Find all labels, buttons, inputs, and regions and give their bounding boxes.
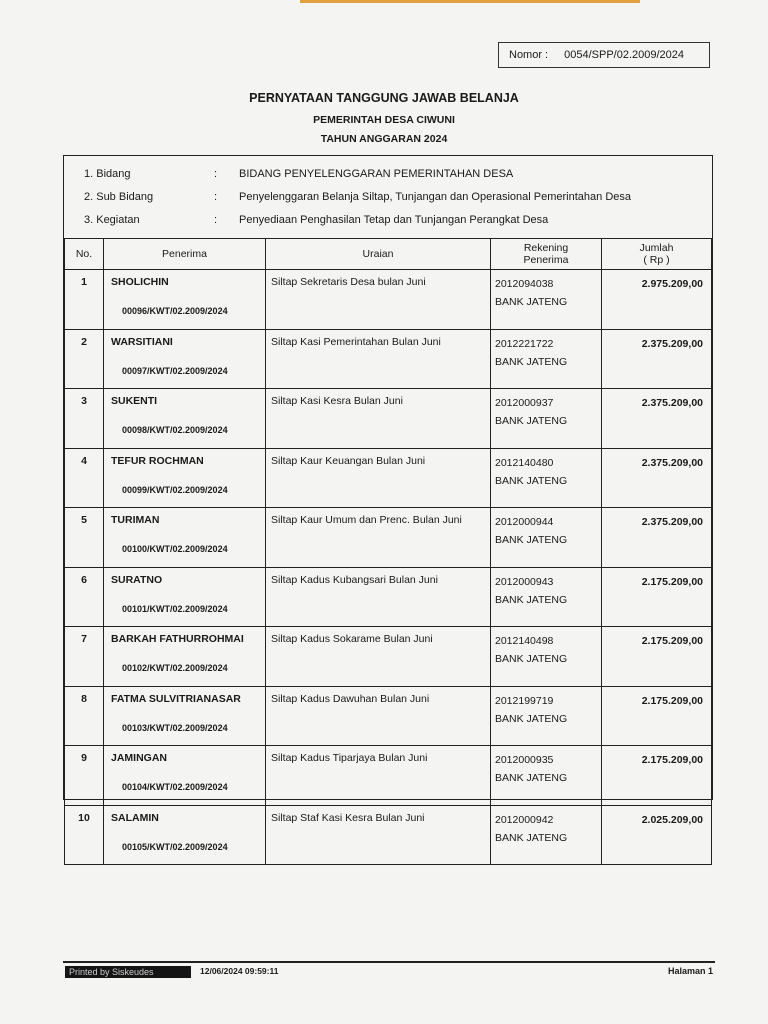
description-cell: Siltap Kaur Umum dan Prenc. Bulan Juni	[266, 508, 491, 568]
table-row	[65, 805, 712, 865]
bank-name: BANK JATENG	[495, 296, 568, 308]
header-penerima: Penerima	[104, 239, 266, 270]
amount-cell: 2.025.209,00	[602, 805, 712, 865]
info-row-bidang: 1. Bidang : BIDANG PENYELENGGARAN PEMERINTAHAN DESA	[84, 168, 514, 180]
receipt-number: 00100/KWT/02.2009/2024	[122, 544, 228, 554]
description-cell: Siltap Kadus Dawuhan Bulan Juni	[266, 686, 491, 746]
account-number: 2012000943	[495, 575, 554, 588]
row-number: 4	[65, 448, 104, 508]
info-row-kegiatan: 3. Kegiatan : Penyediaan Penghasilan Tetap dan Tunjangan Perangkat Desa	[84, 214, 549, 226]
recipient-cell	[104, 746, 266, 806]
printed-by-label: Printed by Siskeudes	[65, 966, 191, 978]
receipt-number: 00105/KWT/02.2009/2024	[122, 841, 228, 852]
recipient-name: JAMINGAN	[111, 752, 168, 764]
bank-name: BANK JATENG	[495, 355, 568, 368]
bank-name: BANK JATENG	[495, 772, 568, 784]
bank-name: BANK JATENG	[495, 415, 568, 427]
table-header-row	[65, 239, 712, 270]
recipient-name: WARSITIANI	[111, 335, 173, 348]
recipient-name: FATMA SULVITRIANASAR	[111, 692, 241, 705]
page-top-edge	[300, 0, 640, 3]
recipient-name: TURIMAN	[111, 514, 160, 526]
row-number: 8	[65, 686, 104, 746]
description-cell: Siltap Staf Kasi Kesra Bulan Juni	[266, 805, 491, 865]
amount-cell: 2.175.209,00	[602, 746, 712, 806]
recipient-cell	[104, 627, 266, 687]
table-row	[65, 746, 712, 806]
print-timestamp: 12/06/2024 09:59:11	[200, 966, 279, 976]
description-cell: Siltap Kadus Sokarame Bulan Juni	[266, 627, 491, 687]
receipt-number: 00099/KWT/02.2009/2024	[122, 484, 228, 495]
account-number: 2012140480	[495, 456, 554, 469]
recipient-name: SURATNO	[111, 573, 163, 586]
receipt-number: 00096/KWT/02.2009/2024	[122, 306, 228, 316]
recipient-cell	[104, 805, 266, 865]
amount-cell: 2.175.209,00	[602, 627, 712, 687]
recipient-cell	[104, 270, 266, 330]
account-cell	[491, 805, 602, 865]
receipt-number: 00098/KWT/02.2009/2024	[122, 425, 228, 435]
header-no: No.	[65, 239, 104, 270]
recipient-name: TEFUR ROCHMAN	[111, 454, 204, 467]
account-number: 2012199719	[495, 694, 554, 707]
bank-name: BANK JATENG	[495, 712, 568, 725]
account-cell	[491, 270, 602, 330]
account-number: 2012000942	[495, 813, 554, 826]
description-cell: Siltap Kadus Tiparjaya Bulan Juni	[266, 746, 491, 806]
description-cell: Siltap Kaur Keuangan Bulan Juni	[266, 448, 491, 508]
payment-table	[64, 238, 712, 865]
description-cell: Siltap Kasi Kesra Bulan Juni	[266, 389, 491, 449]
activity-info	[84, 168, 631, 237]
page-number: Halaman 1	[667, 966, 713, 976]
account-cell	[491, 746, 602, 806]
row-number: 9	[65, 746, 104, 806]
account-number: 2012000937	[495, 397, 554, 409]
row-number: 6	[65, 567, 104, 627]
amount-cell: 2.375.209,00	[602, 448, 712, 508]
footer-divider	[63, 961, 715, 963]
bank-name: BANK JATENG	[495, 534, 568, 546]
table-row	[65, 389, 712, 449]
amount-cell: 2.175.209,00	[602, 686, 712, 746]
account-number: 2012000935	[495, 754, 554, 766]
table-row	[65, 508, 712, 568]
amount-cell: 2.375.209,00	[602, 329, 712, 389]
bank-name: BANK JATENG	[495, 831, 568, 844]
amount-cell: 2.175.209,00	[602, 567, 712, 627]
info-row-sub-bidang: 2. Sub Bidang : Penyelenggaran Belanja Siltap, Tunjangan dan Operasional Pemerintahan Desa	[84, 191, 631, 203]
account-cell	[491, 389, 602, 449]
amount-cell: 2.975.209,00	[602, 270, 712, 330]
nomor-box	[498, 42, 710, 68]
nomor-value: 0054/SPP/02.2009/2024	[564, 49, 685, 61]
account-cell	[491, 329, 602, 389]
row-number: 10	[65, 805, 104, 865]
receipt-number: 00101/KWT/02.2009/2024	[122, 603, 228, 614]
recipient-cell	[104, 508, 266, 568]
table-row	[65, 686, 712, 746]
account-number: 2012000944	[495, 516, 554, 528]
row-number: 5	[65, 508, 104, 568]
receipt-number: 00102/KWT/02.2009/2024	[122, 663, 228, 673]
amount-cell: 2.375.209,00	[602, 389, 712, 449]
recipient-cell	[104, 448, 266, 508]
table-row	[65, 627, 712, 687]
description-cell: Siltap Sekretaris Desa bulan Juni	[266, 270, 491, 330]
row-number: 7	[65, 627, 104, 687]
statement-frame	[63, 155, 713, 852]
document-subtitle-desa: PEMERINTAH DESA CIWUNI	[313, 114, 455, 126]
table-row	[65, 448, 712, 508]
row-number: 2	[65, 329, 104, 389]
nomor-label: Nomor :	[509, 49, 549, 61]
bank-name: BANK JATENG	[495, 593, 568, 606]
table-row	[65, 329, 712, 389]
table-row	[65, 567, 712, 627]
description-cell: Siltap Kadus Kubangsari Bulan Juni	[266, 567, 491, 627]
receipt-number: 00097/KWT/02.2009/2024	[122, 365, 228, 376]
receipt-number: 00104/KWT/02.2009/2024	[122, 782, 228, 792]
recipient-cell	[104, 686, 266, 746]
document-title: PERNYATAAN TANGGUNG JAWAB BELANJA	[249, 91, 519, 105]
description-cell: Siltap Kasi Pemerintahan Bulan Juni	[266, 329, 491, 389]
account-cell	[491, 508, 602, 568]
recipient-name: BARKAH FATHURROHMAI	[111, 633, 244, 645]
bank-name: BANK JATENG	[495, 474, 568, 487]
recipient-cell	[104, 567, 266, 627]
header-uraian: Uraian	[266, 239, 491, 270]
account-number: 2012094038	[495, 278, 554, 290]
recipient-cell	[104, 389, 266, 449]
receipt-number: 00103/KWT/02.2009/2024	[122, 722, 228, 733]
account-cell	[491, 686, 602, 746]
account-cell	[491, 567, 602, 627]
recipient-cell	[104, 329, 266, 389]
header-rekening: Rekening Penerima	[491, 239, 602, 270]
account-cell	[491, 627, 602, 687]
recipient-name: SUKENTI	[111, 395, 158, 407]
recipient-name: SHOLICHIN	[111, 276, 169, 288]
row-number: 3	[65, 389, 104, 449]
table-row	[65, 270, 712, 330]
account-cell	[491, 448, 602, 508]
row-number: 1	[65, 270, 104, 330]
document-subtitle-tahun: TAHUN ANGGARAN 2024	[320, 133, 448, 145]
account-number: 2012140498	[495, 635, 554, 647]
account-number: 2012221722	[495, 337, 554, 350]
header-jumlah: Jumlah ( Rp )	[602, 239, 712, 270]
amount-cell: 2.375.209,00	[602, 508, 712, 568]
bank-name: BANK JATENG	[495, 653, 568, 665]
recipient-name: SALAMIN	[111, 811, 159, 824]
